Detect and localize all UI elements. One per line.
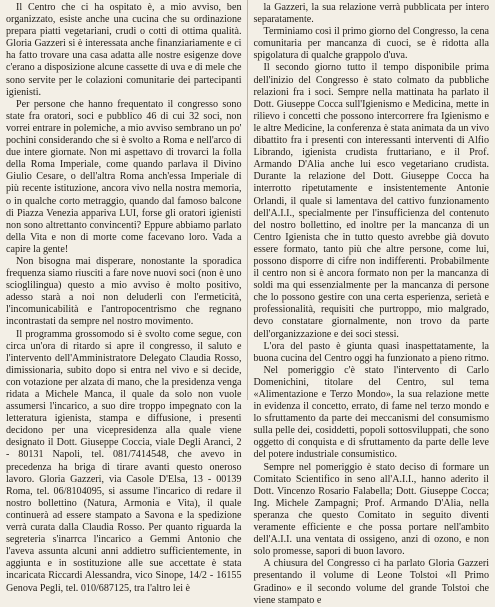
paragraph: Sempre nel pomeriggio è stato deciso di formare un Comitato Scientifico in seno all'A.I.I., hanno aderito il Dott. Vincenzo Rosario Falabella; Dott. Giuseppe Cocca; Ing. Michele Zampagni; Prof. Armando D'Alia, nella speranza che questo Comitato in seguito diventi veramente efficiente e che possa portare nell'ambito dell'A.I.I. una ventata di ossigeno, anzi di ozono, e non solo promesse, sapori di buon lavoro. <box>253 461 489 558</box>
paragraph: Nel pomeriggio c'è stato l'intervento di Carlo Domenichini, titolare del Centro, sul tema «Alimentazione e Terzo Mondo», la sua relazione mette in evidenza il concetto, errato, di fame nel terzo mondo e lo sfruttamento da parte dei meccanismi del consumismo sulla pelle dei, cosiddetti, popoli sottosviluppati, che sono oggetto di conquista e di sfruttamento da parte delle leve del potere industriale consumistico. <box>253 364 489 461</box>
text-column-right <box>253 2 490 606</box>
paragraph: A chiusura del Congresso ci ha parlato Gloria Gazzeri presentando il volume di Leone Tolstoi «Il Primo Gradino» e il secondo volume del grande Tolstoi che viene stampato e <box>253 558 489 606</box>
column-divider <box>247 0 248 400</box>
paragraph: L'ora del pasto è giunta quasi inaspettatamente, la buona cucina del Centro oggi ha funzionato a pieno ritmo. <box>253 340 489 364</box>
paragraph: Il Centro che ci ha ospitato è, a mio avviso, ben organizzato, esiste anche una cucina che su ordinazione prepara piatti vegetariani, crudi o cotti di ottima qualità. Gloria Gazzeri si è interessata anche finanziariamente e ci ha fatto trovare una casa adatta alle nostre esigenze dove c'erano a disposizione alcune cassette di uva e di mele che sono servite per le colazioni comunitarie dei partecipanti igienisti. <box>6 2 242 98</box>
paragraph: Il secondo giorno tutto il tempo disponibile prima dell'inizio del Congresso è stato colmato da pubbliche relazioni fra i soci. Sempre nella mattinata ha parlato il Dott. Giuseppe Cocca sull'Igienismo e Medicina, mette in rilievo i concetti che possono intercorrere fra Igienismo e le altre Medicine, la conferenza è stata animata da un vivo dibattito fra i presenti con interessanti interventi di Alfio Librando, igienista crudista fruttariano, e il Prof. Armando D'Alia anche lui esco vegetariano crudista. Durante la relazione del Dott. Giuseppe Cocca ha interrotto ripetutamente e insistentemente Antonie Orlandi, il quale si lamentava del cattivo funzionamento dell'A.I.I., specialmente per l'insufficienza del contenuto del nostro bollettino, ed inoltre per la mancanza di un Centro Igienista che in tutto questo avrebbe già dovuto essere formato, tanto più che altre persone, come lui, possono disporre di cifre non indifferenti. Probabilmente il centro non si è ancora formato non per la mancanza di soldi ma qui essenzialmente per la mancanza di persone che lo possono gestire con una certa esperienza, serietà e professionalità, requisiti che purtroppo, mio malgrado, devo constatare giornalmente, non trovo da parte dell'organizzazione e dei soci stessi. <box>253 62 489 340</box>
paragraph: Terminiamo così il primo giorno del Congresso, la cena comunitaria per mancanza di cuoci, se è ridotta alla spigolatura di qualche grappolo d'uva. <box>253 26 489 62</box>
paragraph: Non bisogna mai disperare, nonostante la sporadica frequenza siamo riusciti a fare nove nuovi soci (non è uno scioglilingua) questo a mio avviso è molto positivo, adesso starà a noi non deluderli con l'ermeticità, l'incomunicabilità e l'antropocentrismo che regnano incontrastati da sempre nel nostro movimento. <box>6 255 242 328</box>
paragraph: Per persone che hanno frequentato il congresso sono state fra oratori, soci e pubblico 46 di cui 32 soci, non vorrei entrare in polemiche, a mio avviso sembrano un po' pochini considerando che si è svolto a Roma e nell'arco di due intere giornate. Non mi aspettavo di trovarci la folla della Roma Imperiale, come quando parlava il Divino Giulio Cesare, o dell'altra Roma anch'essa Imperiale di più recente istituzione, ancora vivo nella nostra memoria, o in qualche corto metraggio, quando dal famoso balcone di Piazza Venezia appariva LUI, forse gli oratori igienisti non sono altrettanto convincenti? Eppure abbiamo parlato della Vita e non di morte come facevano loro. Vada a capire la gente! <box>6 98 242 255</box>
paragraph: la Gazzeri, la sua relazione verrà pubblicata per intero separatamente. <box>253 2 489 26</box>
text-column-left <box>6 2 242 594</box>
paragraph: Il programma grossomodo si è svolto come segue, con circa un'ora di ritardo si apre il congresso, il saluto e l'intervento dell'Amministratore Delegato Claudia Rosso, dimissionaria, subito dopo si entra nel vivo e si decide, con votazione per alzata di mano, che la presidenza venga ridata a Michele Manca, il quale da solo non vuole assumersi l'incarico, a suo dire troppo impegnato con la letteratura igienista, stampa e diffusione, i presenti decidono per una vicepresidenza alla quale viene designato il Dott. Giuseppe Coccia, viale Degli Aranci, 2 - 80131 Napoli, tel. 081/7414548, che avevo in precedenza ha briga di tirare avanti questo oneroso lavoro. Gloria Gazzeri, via Casole D'Elsa, 13 - 00139 Roma, tel. 06/8104095, si assume l'incarico di redare il nostro bollettino (Natura, Armonia e Vita), il quale continuerà ad essere stampato a Savona e la spedizione verrà curata dalla Claudia Rosso. Per quanto riguarda la segreteria s'inarrca l'incarico a Gemmi Antonio che l'aveva assunta alcuni anni addietro sufficientemente, in aggiunta e in sostituzione alle sue accettate è stata incaricata Riccardi Alessandra, vico Sinope, 14/2 - 16155 Genova Pegli, tel. 010/687125, tra l'altro lei è <box>6 328 242 594</box>
